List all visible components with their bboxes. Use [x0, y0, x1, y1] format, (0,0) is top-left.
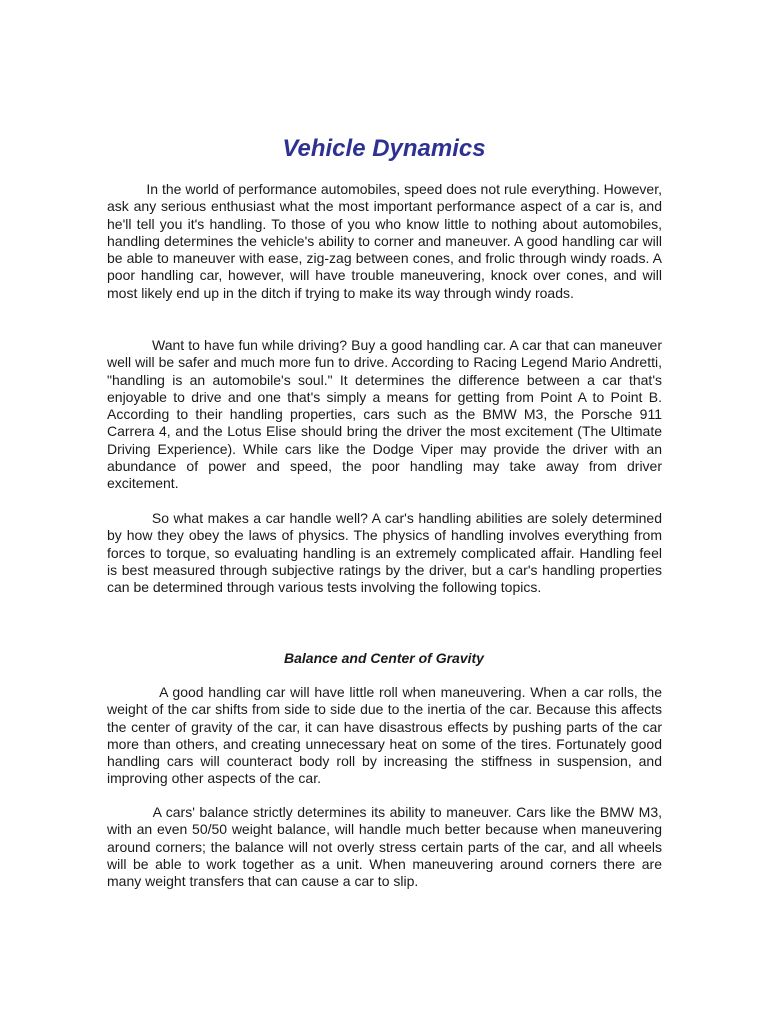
physics-paragraph: So what makes a car handle well? A car's handling abilities are solely determined by how they obey the laws of physics. The physics of handling involves everything from forces to torque, so evaluating handling is an extremely complicated affair. Handling feel is best measured through subjective ratings by the driver, but a car's handling properties can be determined through various tests involving the following topics.	[107, 510, 662, 596]
balance-paragraph: A cars' balance strictly determines its ability to maneuver. Cars like the BMW M3, with an even 50/50 weight balance, will handle much better because when maneuvering around corners; the balance will not overly stress certain parts of the car, and all wheels will be able to work together as a unit. When maneuvering around corners there are many weight transfers that can cause a car to slip.	[107, 804, 662, 890]
page-title: Vehicle Dynamics	[282, 135, 486, 162]
body-roll-paragraph: A good handling car will have little roll when maneuvering. When a car rolls, the weight of the car shifts from side to side due to the inertia of the car. Because this affects the center of gravity of the car, it can have disastrous effects by pushing parts of the car more than others, and creating unnecessary heat on some of the tires. Fortunately good handling cars will counteract body roll by increasing the stiffness in suspension, and improving other aspects of the car.	[107, 684, 662, 787]
intro-paragraph: In the world of performance automobiles, speed does not rule everything. However, ask any serious enthusiast what the most important performance aspect of a car is, and he'll tell you it's handling. To those of you who know little to nothing about automobiles, handling determines the vehicle's ability to corner and maneuver. A good handling car will be able to maneuver with ease, zig-zag between cones, and frolic through windy roads. A poor handling car, however, will have trouble maneuvering, knock over cones, and will most likely end up in the ditch if trying to make its way through windy roads.	[107, 181, 662, 301]
section-heading: Balance and Center of Gravity	[284, 650, 484, 666]
fun-driving-paragraph: Want to have fun while driving? Buy a good handling car. A car that can maneuver well will be safer and much more fun to drive. According to Racing Legend Mario Andretti, "handling is an automobile's soul." It determines the difference between a car that's enjoyable to drive and one that's simply a means for getting from Point A to Point B. According to their handling properties, cars such as the BMW M3, the Porsche 911 Carrera 4, and the Lotus Elise should bring the driver the most excitement (The Ultimate Driving Experience). While cars like the Dodge Viper may provide the driver with an abundance of power and speed, the poor handling may take away from driver excitement.	[107, 337, 662, 492]
